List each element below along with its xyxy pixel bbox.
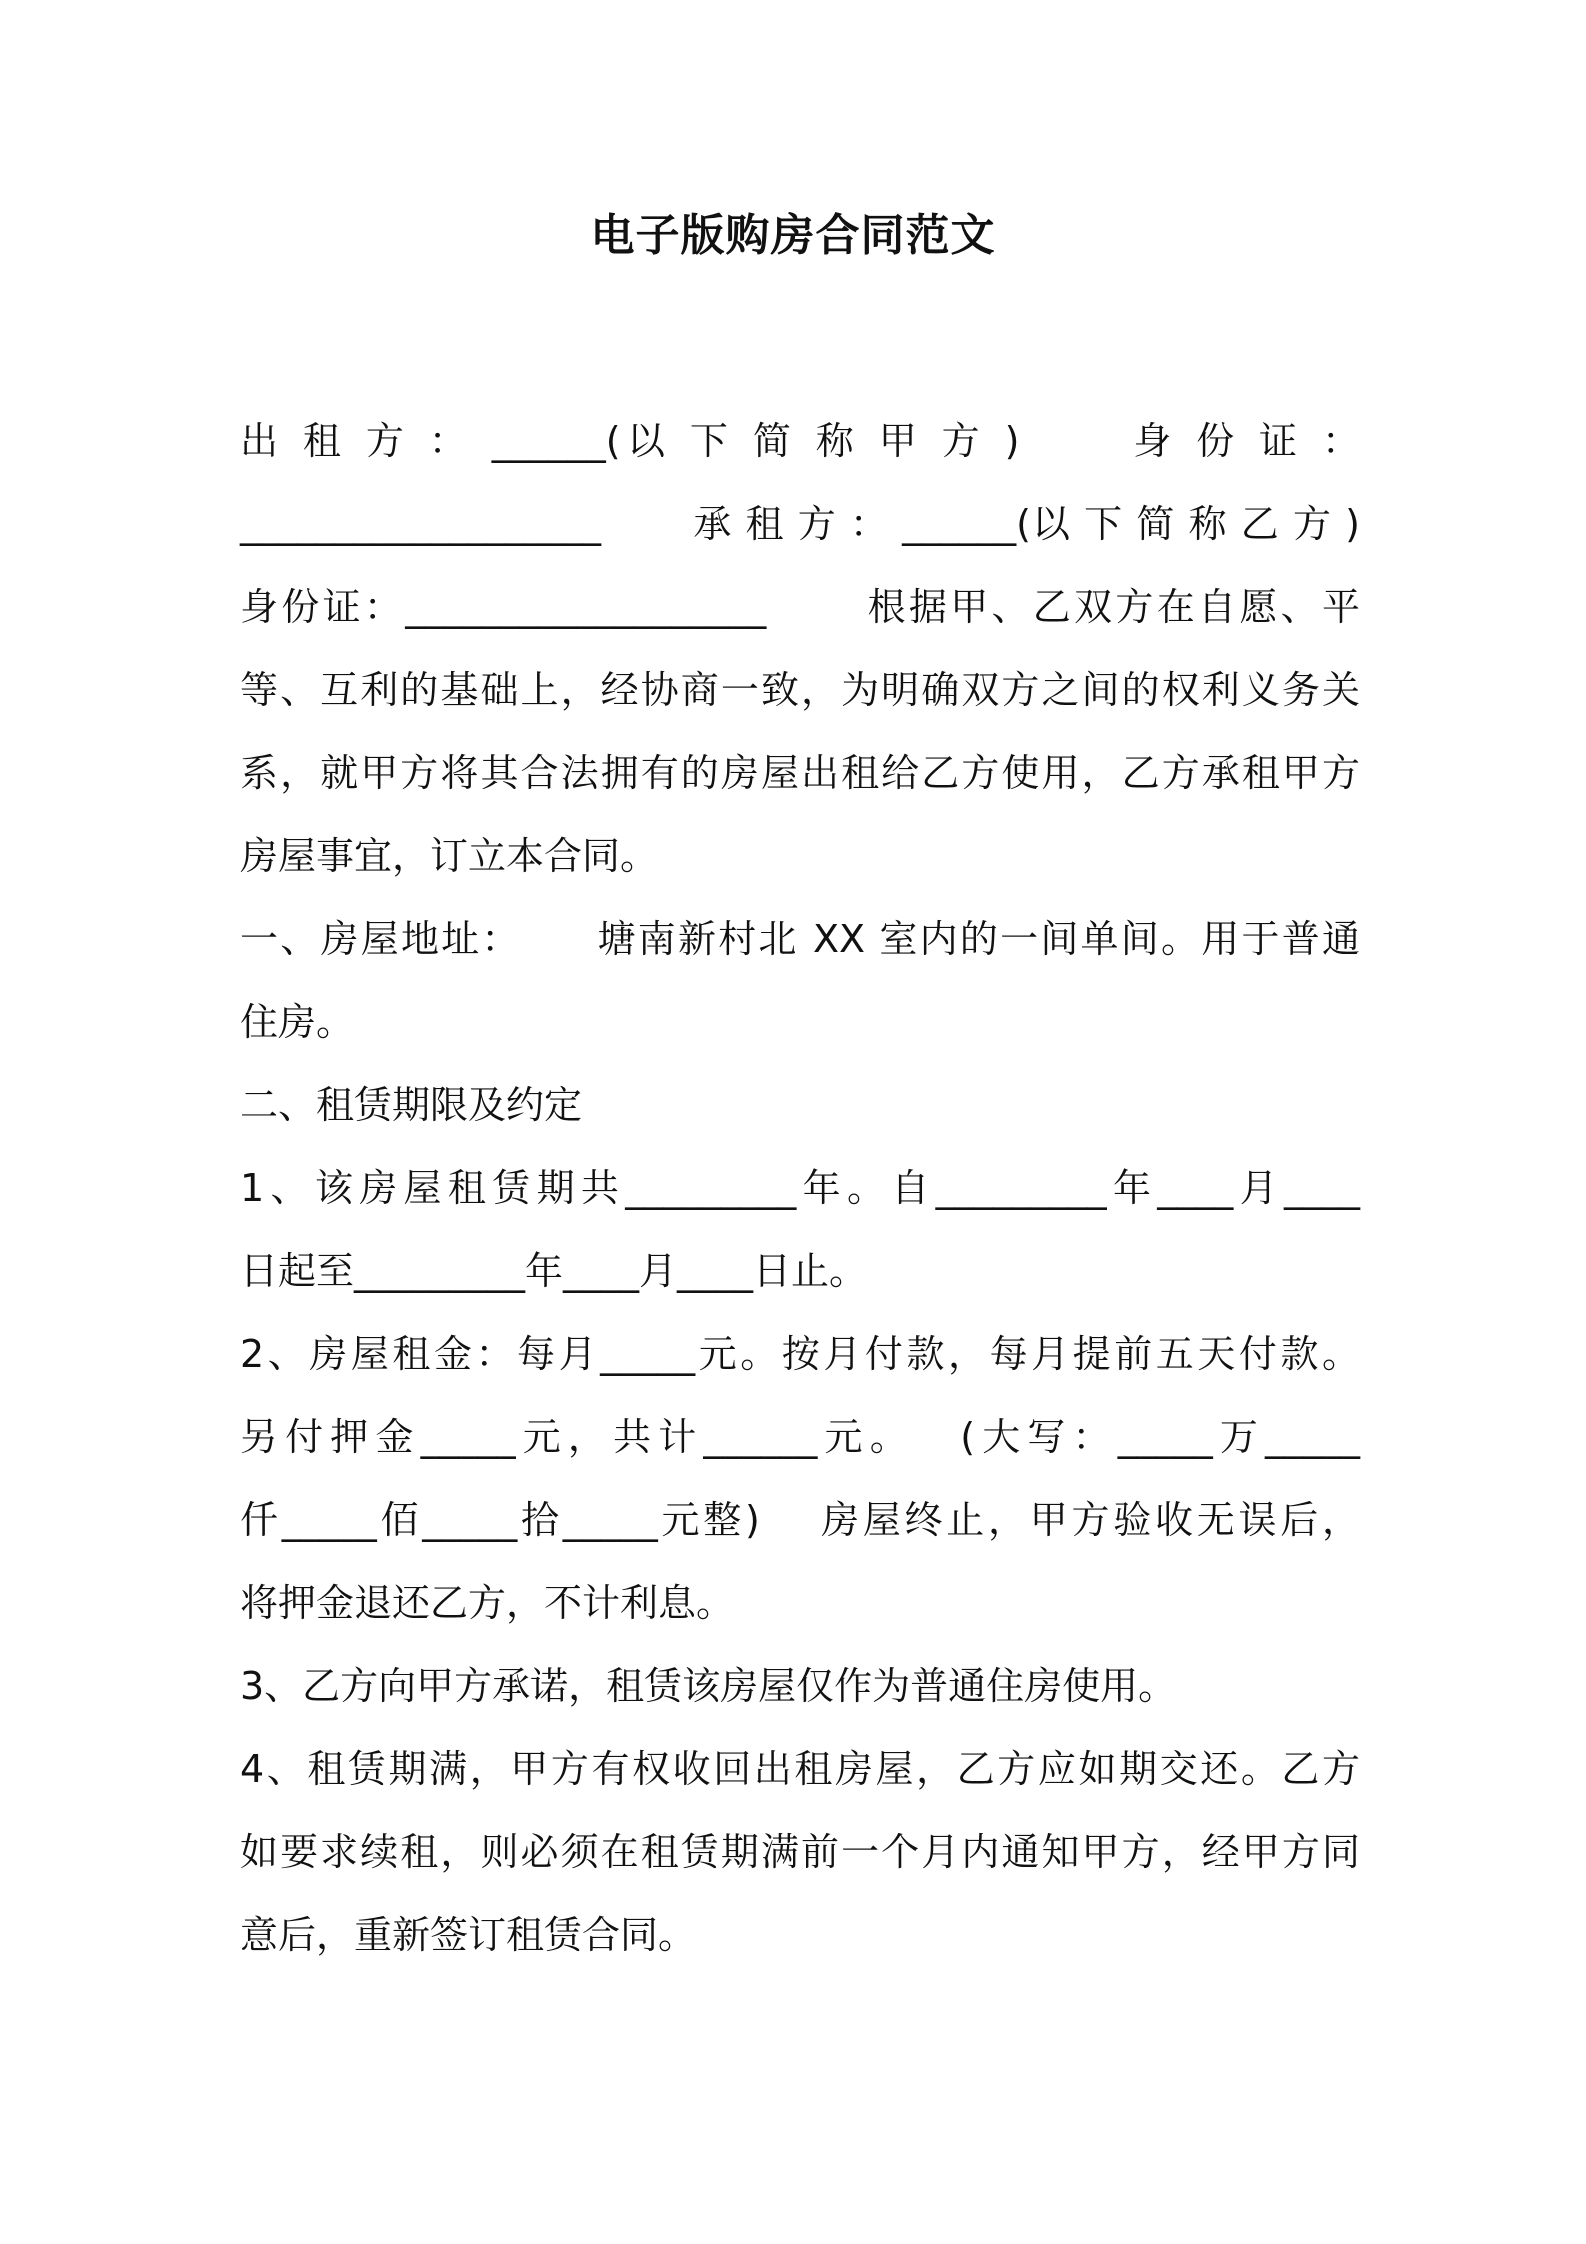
id-and-preamble-line: 身份证：___________________ 根据甲、乙双方在自愿、平 [240, 585, 1360, 629]
preamble-line-4: 房屋事宜，订立本合同。 [240, 834, 659, 878]
clause-2-line-2: 另付押金_____元，共计______元。 (大写：_____万_____ [240, 1415, 1360, 1459]
clause-2-line-1: 2、房屋租金：每月_____元。按月付款，每月提前五天付款。 [240, 1332, 1360, 1376]
party-b-line: ___________________ 承 租 方 ： ______(以 下 简 称 乙 方 ) [240, 502, 1360, 546]
clause-1-line-2: 日起至_________年____月____日止。 [240, 1249, 868, 1293]
preamble-line-3: 系，就甲方将其合法拥有的房屋出租给乙方使用，乙方承租甲方 [240, 751, 1360, 795]
clause-1-line-1: 1、该房屋租赁期共_________年。自_________年____月____ [240, 1166, 1360, 1210]
section-1-address: 一、房屋地址： 塘南新村北 XX 室内的一间单间。用于普通 [240, 917, 1360, 961]
section-2-heading: 二、租赁期限及约定 [240, 1083, 583, 1127]
clause-2-line-3: 仟_____佰_____拾_____元整) 房屋终止，甲方验收无误后， [240, 1498, 1360, 1542]
preamble-line-2: 等、互利的基础上，经协商一致，为明确双方之间的权利义务关 [240, 668, 1360, 712]
clause-4-line-1: 4、租赁期满，甲方有权收回出租房屋，乙方应如期交还。乙方 [240, 1747, 1360, 1791]
section-1-address-cont: 住房。 [240, 1000, 355, 1044]
document-title: 电子版购房合同范文 [590, 210, 996, 261]
party-a-line: 出 租 方 ： ______(以 下 简 称 甲 方 ) 身 份 证 ： [240, 419, 1360, 463]
clause-2-line-4: 将押金退还乙方，不计利息。 [240, 1581, 735, 1625]
document-body [240, 400, 1360, 1977]
clause-4-line-3: 意后，重新签订租赁合同。 [240, 1913, 697, 1957]
clause-4-line-2: 如要求续租，则必须在租赁期满前一个月内通知甲方，经甲方同 [240, 1830, 1360, 1874]
clause-3-line-1: 3、乙方向甲方承诺，租赁该房屋仅作为普通住房使用。 [240, 1664, 1177, 1708]
